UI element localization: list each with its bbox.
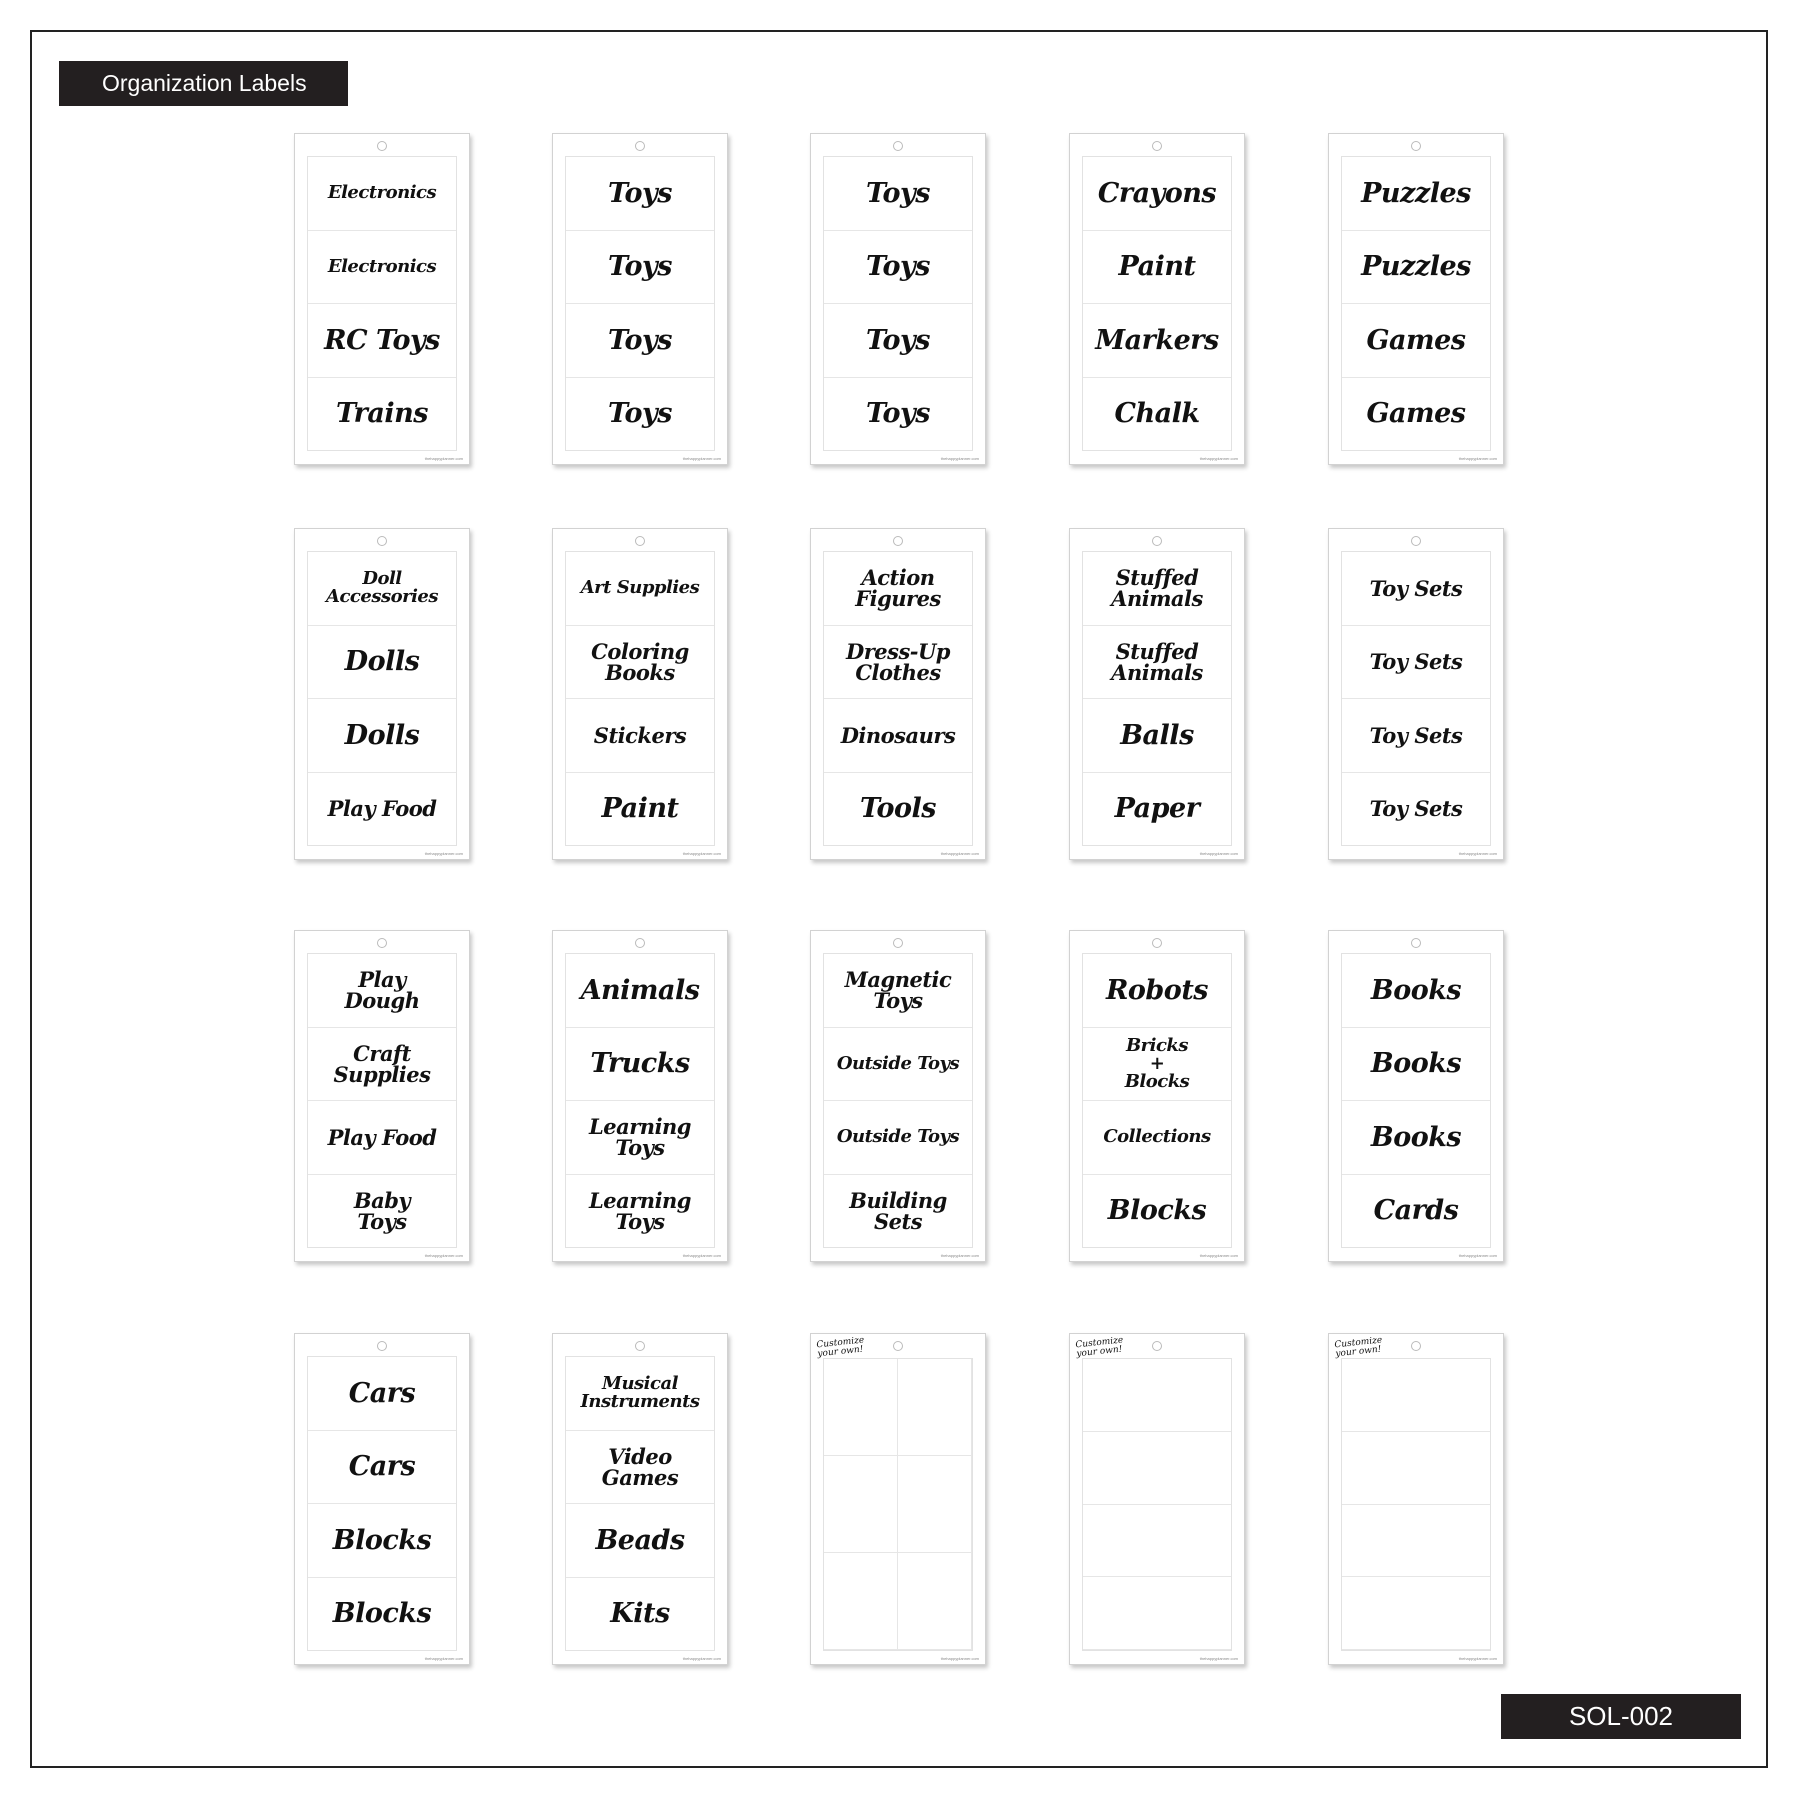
hang-hole-icon bbox=[635, 1341, 645, 1351]
label-text: Blocks bbox=[308, 1504, 456, 1578]
hang-hole-icon bbox=[893, 938, 903, 948]
card-footer-url: thehappyplanner.com bbox=[1458, 456, 1497, 461]
card-footer-url: thehappyplanner.com bbox=[1458, 1253, 1497, 1258]
label-grid bbox=[565, 156, 715, 451]
label-text: Outside Toys bbox=[824, 1101, 972, 1175]
label-card bbox=[810, 528, 986, 860]
label-text: Art Supplies bbox=[566, 552, 714, 626]
card-footer-url: thehappyplanner.com bbox=[424, 1656, 463, 1661]
label-text: RC Toys bbox=[308, 304, 456, 378]
label-text: Outside Toys bbox=[824, 1028, 972, 1102]
label-text: Video Games bbox=[566, 1431, 714, 1505]
label-card bbox=[810, 1333, 986, 1665]
label-grid bbox=[565, 953, 715, 1248]
blank-label-cell bbox=[1083, 1577, 1231, 1650]
label-text: Games bbox=[1366, 398, 1466, 430]
hang-hole-icon bbox=[1152, 141, 1162, 151]
blank-label-cell bbox=[824, 1359, 898, 1456]
label-text: Cars bbox=[308, 1357, 456, 1431]
label-text: Toy Sets bbox=[1342, 699, 1490, 773]
label-text: Toys bbox=[566, 304, 714, 378]
label-text: Building Sets bbox=[849, 1187, 947, 1234]
label-text: Markers bbox=[1083, 304, 1231, 378]
hang-hole-icon bbox=[377, 536, 387, 546]
label-grid bbox=[1082, 156, 1232, 451]
label-text: Tools bbox=[860, 793, 936, 825]
label-card bbox=[1328, 133, 1504, 465]
hang-hole-icon bbox=[1411, 938, 1421, 948]
card-footer-url: thehappyplanner.com bbox=[1199, 851, 1238, 856]
card-footer-url: thehappyplanner.com bbox=[682, 456, 721, 461]
hang-hole-icon bbox=[635, 536, 645, 546]
label-grid bbox=[565, 551, 715, 846]
label-text: Puzzles bbox=[1342, 231, 1490, 305]
label-text: Stickers bbox=[566, 699, 714, 773]
blank-label-cell bbox=[1083, 1505, 1231, 1578]
card-footer-url: thehappyplanner.com bbox=[682, 1656, 721, 1661]
hang-hole-icon bbox=[1411, 141, 1421, 151]
blank-label-cell bbox=[898, 1359, 972, 1456]
label-text: Dolls bbox=[308, 699, 456, 773]
label-text: Coloring Books bbox=[566, 626, 714, 700]
label-text: Toy Sets bbox=[1342, 626, 1490, 700]
label-text: Play Dough bbox=[308, 954, 456, 1028]
label-grid bbox=[307, 551, 457, 846]
card-footer-url: thehappyplanner.com bbox=[940, 1253, 979, 1258]
label-text: Musical Instruments bbox=[566, 1357, 714, 1431]
hang-hole-icon bbox=[377, 938, 387, 948]
label-grid bbox=[823, 156, 973, 451]
label-text: Collections bbox=[1083, 1101, 1231, 1175]
label-text: Trains bbox=[336, 398, 428, 430]
label-card bbox=[294, 1333, 470, 1665]
label-grid bbox=[565, 1356, 715, 1651]
label-text: Electronics bbox=[308, 231, 456, 305]
label-text: Cars bbox=[308, 1431, 456, 1505]
blank-label-cell bbox=[1342, 1577, 1490, 1650]
label-text: Play Food bbox=[327, 796, 437, 822]
page-title: Organization Labels bbox=[59, 61, 348, 106]
label-card bbox=[294, 528, 470, 860]
hang-hole-icon bbox=[1152, 938, 1162, 948]
card-footer-url: thehappyplanner.com bbox=[1458, 1656, 1497, 1661]
label-text: Electronics bbox=[308, 157, 456, 231]
card-footer-url: thehappyplanner.com bbox=[940, 456, 979, 461]
label-text: Beads bbox=[566, 1504, 714, 1578]
label-text: Robots bbox=[1083, 954, 1231, 1028]
label-text: Paper bbox=[1114, 793, 1200, 825]
label-text: Stuffed Animals bbox=[1083, 626, 1231, 700]
label-card bbox=[552, 133, 728, 465]
label-text: Toy Sets bbox=[1369, 796, 1463, 822]
label-card bbox=[1328, 1333, 1504, 1665]
label-grid bbox=[1341, 551, 1491, 846]
blank-label-cell bbox=[1342, 1432, 1490, 1505]
blank-label-cell bbox=[824, 1456, 898, 1553]
label-text: Dinosaurs bbox=[824, 699, 972, 773]
label-text: Cards bbox=[1373, 1195, 1459, 1227]
label-text: Dress-Up Clothes bbox=[824, 626, 972, 700]
label-text: Trucks bbox=[566, 1028, 714, 1102]
hang-hole-icon bbox=[893, 1341, 903, 1351]
label-card bbox=[294, 133, 470, 465]
label-card bbox=[1328, 930, 1504, 1262]
blank-label-cell bbox=[898, 1553, 972, 1650]
label-text: Toy Sets bbox=[1342, 552, 1490, 626]
label-card bbox=[552, 528, 728, 860]
label-text: Toys bbox=[824, 304, 972, 378]
hang-hole-icon bbox=[635, 938, 645, 948]
label-card bbox=[810, 133, 986, 465]
label-text: Toys bbox=[566, 157, 714, 231]
label-card bbox=[810, 930, 986, 1262]
label-text: Animals bbox=[566, 954, 714, 1028]
card-footer-url: thehappyplanner.com bbox=[1458, 851, 1497, 856]
blank-label-cell bbox=[1083, 1359, 1231, 1432]
label-text: Chalk bbox=[1114, 398, 1200, 430]
label-text: Books bbox=[1342, 1101, 1490, 1175]
blank-label-cell bbox=[1342, 1359, 1490, 1432]
label-grid bbox=[1341, 953, 1491, 1248]
blank-label-grid bbox=[1341, 1358, 1491, 1651]
label-text: Puzzles bbox=[1342, 157, 1490, 231]
blank-label-cell bbox=[824, 1553, 898, 1650]
label-text: Crayons bbox=[1083, 157, 1231, 231]
blank-label-cell bbox=[1342, 1505, 1490, 1578]
hang-hole-icon bbox=[1152, 536, 1162, 546]
label-text: Games bbox=[1342, 304, 1490, 378]
card-footer-url: thehappyplanner.com bbox=[1199, 456, 1238, 461]
label-card bbox=[294, 930, 470, 1262]
label-card bbox=[1069, 133, 1245, 465]
hang-hole-icon bbox=[377, 1341, 387, 1351]
label-text: Blocks bbox=[332, 1598, 432, 1630]
hang-hole-icon bbox=[377, 141, 387, 151]
label-card bbox=[1069, 528, 1245, 860]
blank-label-cell bbox=[898, 1456, 972, 1553]
hang-hole-icon bbox=[635, 141, 645, 151]
card-footer-url: thehappyplanner.com bbox=[940, 851, 979, 856]
label-text: Toys bbox=[608, 398, 672, 430]
label-text: Toys bbox=[824, 231, 972, 305]
card-footer-url: thehappyplanner.com bbox=[424, 456, 463, 461]
label-text: Dolls bbox=[308, 626, 456, 700]
blank-label-cell bbox=[1083, 1432, 1231, 1505]
label-grid bbox=[307, 953, 457, 1248]
label-card bbox=[1069, 1333, 1245, 1665]
label-card bbox=[1069, 930, 1245, 1262]
label-card bbox=[552, 1333, 728, 1665]
label-text: Magnetic Toys bbox=[824, 954, 972, 1028]
label-text: Doll Accessories bbox=[308, 552, 456, 626]
label-grid bbox=[1082, 551, 1232, 846]
label-text: Stuffed Animals bbox=[1083, 552, 1231, 626]
label-text: Toys bbox=[566, 231, 714, 305]
hang-hole-icon bbox=[1152, 1341, 1162, 1351]
label-grid bbox=[1082, 953, 1232, 1248]
blank-label-grid bbox=[1082, 1358, 1232, 1651]
label-text: Craft Supplies bbox=[308, 1028, 456, 1102]
label-text: Action Figures bbox=[824, 552, 972, 626]
customize-heading: Customize your own! bbox=[816, 1335, 865, 1360]
customize-heading: Customize your own! bbox=[1075, 1335, 1124, 1360]
label-grid bbox=[1341, 156, 1491, 451]
label-grid bbox=[307, 156, 457, 451]
hang-hole-icon bbox=[1411, 1341, 1421, 1351]
label-grid bbox=[823, 953, 973, 1248]
card-footer-url: thehappyplanner.com bbox=[1199, 1253, 1238, 1258]
label-text: Paint bbox=[1083, 231, 1231, 305]
hang-hole-icon bbox=[1411, 536, 1421, 546]
customize-heading: Customize your own! bbox=[1334, 1335, 1383, 1360]
label-text: Toys bbox=[866, 398, 930, 430]
label-text: Books bbox=[1342, 954, 1490, 1028]
label-text: Paint bbox=[601, 793, 679, 825]
hang-hole-icon bbox=[893, 536, 903, 546]
label-text: Balls bbox=[1083, 699, 1231, 773]
label-text: Learning Toys bbox=[589, 1187, 691, 1234]
hang-hole-icon bbox=[893, 141, 903, 151]
card-footer-url: thehappyplanner.com bbox=[424, 1253, 463, 1258]
card-footer-url: thehappyplanner.com bbox=[424, 851, 463, 856]
label-text: Play Food bbox=[308, 1101, 456, 1175]
card-footer-url: thehappyplanner.com bbox=[682, 1253, 721, 1258]
label-text: Blocks bbox=[1107, 1195, 1207, 1227]
label-text: Books bbox=[1342, 1028, 1490, 1102]
product-code: SOL-002 bbox=[1501, 1694, 1741, 1739]
label-text: Bricks + Blocks bbox=[1083, 1028, 1231, 1102]
label-text: Kits bbox=[610, 1598, 670, 1630]
label-card bbox=[552, 930, 728, 1262]
label-grid bbox=[823, 551, 973, 846]
card-footer-url: thehappyplanner.com bbox=[940, 1656, 979, 1661]
card-footer-url: thehappyplanner.com bbox=[1199, 1656, 1238, 1661]
label-text: Baby Toys bbox=[353, 1187, 411, 1234]
label-card bbox=[1328, 528, 1504, 860]
label-text: Toys bbox=[824, 157, 972, 231]
blank-label-grid bbox=[823, 1358, 973, 1651]
label-grid bbox=[307, 1356, 457, 1651]
card-footer-url: thehappyplanner.com bbox=[682, 851, 721, 856]
label-text: Learning Toys bbox=[566, 1101, 714, 1175]
